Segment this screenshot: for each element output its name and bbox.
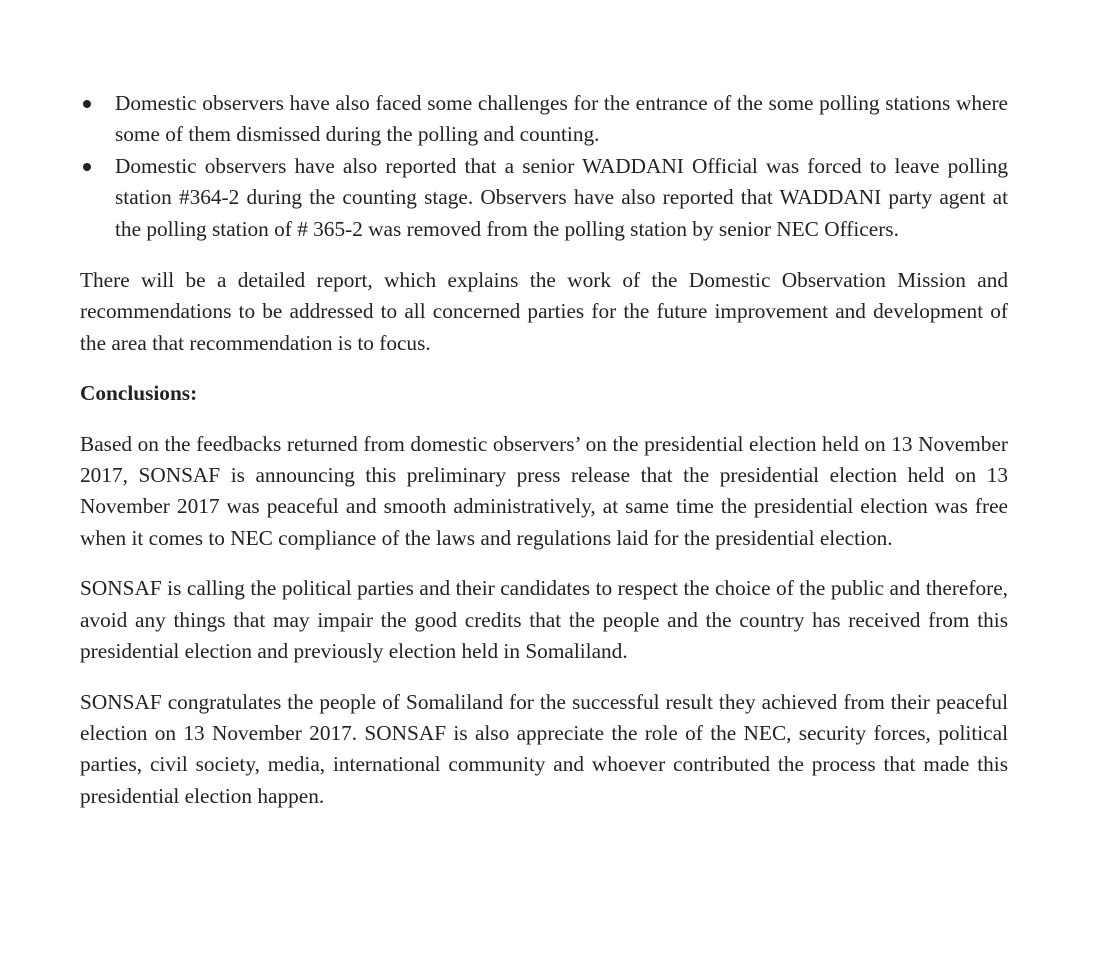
bullet-list bbox=[80, 88, 1008, 245]
conclusion-paragraph-congratulations: SONSAF congratulates the people of Somaliland for the successful result they achieved from their peaceful election on 13 November 2017. SONSAF is also appreciate the role of the NEC, security forces, political parties, civil society, media, international community and whoever contributed the process that made this presidential election happen. bbox=[80, 689, 1008, 808]
conclusion-paragraph-feedback: Based on the feedbacks returned from domestic observers’ on the presidential election held on 13 November 2017, SONSAF is announcing this preliminary press release that the presidential election held on 13 November 2017 was peaceful and smooth administratively, at same time the presidential election was free when it comes to NEC compliance of the laws and regulations laid for the presidential election. bbox=[80, 431, 1008, 550]
document-page bbox=[80, 88, 1008, 812]
bullet-item-waddani-reports bbox=[80, 151, 1008, 245]
conclusions-heading: Conclusions: bbox=[80, 381, 198, 406]
bullet-text: Domestic observers have also reported that a senior WADDANI Official was forced to leave polling station #364-2 during the counting stage. Observers have also reported that WADDANI party agent at the polling station of # 365-2 was removed from the polling station by senior NEC Officers. bbox=[115, 153, 1008, 241]
bullet-item-observer-challenges bbox=[80, 88, 1008, 151]
detailed-report-paragraph: There will be a detailed report, which explains the work of the Domestic Observation Mission and recommendations to be addressed to all concerned parties for the future improvement and development of the area that recommendation is to focus. bbox=[80, 268, 1008, 355]
conclusion-paragraph-call-to-parties: SONSAF is calling the political parties and their candidates to respect the choice of the public and therefore, avoid any things that may impair the good credits that the people and the country has received from this presidential election and previously election held in Somaliland. bbox=[80, 576, 1008, 664]
bullet-icon bbox=[83, 163, 91, 171]
bullet-text: Domestic observers have also faced some challenges for the entrance of the some polling stations where some of them dismissed during the polling and counting. bbox=[115, 91, 1008, 147]
bullet-icon bbox=[83, 100, 91, 108]
